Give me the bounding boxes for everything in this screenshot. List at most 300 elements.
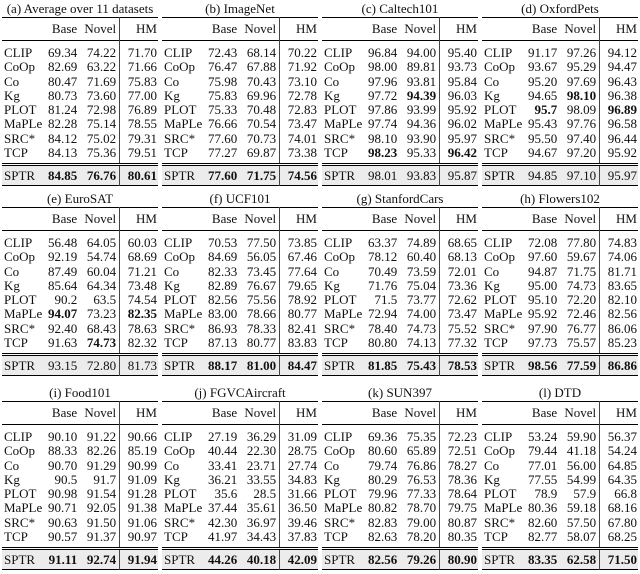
hm-value: 71.50 bbox=[607, 551, 637, 567]
table-row bbox=[2, 501, 158, 515]
hm-value: 93.73 bbox=[447, 59, 477, 75]
column-header-base: Base bbox=[211, 404, 238, 420]
hm-value: 95.92 bbox=[607, 145, 637, 161]
base-value: 88.17 bbox=[207, 357, 238, 373]
base-value: 95.43 bbox=[527, 116, 558, 132]
novel-value: 63.22 bbox=[77, 60, 119, 74]
dataset-table-panel bbox=[320, 0, 480, 190]
base-value: 84.85 bbox=[47, 167, 78, 183]
method-name: CoOp bbox=[324, 59, 356, 75]
table-row bbox=[322, 250, 478, 264]
method-name: MaPLe bbox=[484, 116, 523, 132]
table-row bbox=[322, 103, 478, 117]
novel-value: 76.86 bbox=[397, 459, 439, 473]
novel-value: 72.20 bbox=[557, 293, 599, 307]
base-value: 78.12 bbox=[367, 249, 398, 265]
hm-value: 78.63 bbox=[127, 320, 157, 336]
hm-value: 73.47 bbox=[447, 306, 477, 322]
results-table bbox=[482, 207, 638, 376]
proposed-method-rows bbox=[162, 355, 318, 376]
base-value: 72.94 bbox=[367, 306, 398, 322]
method-name: CoOp bbox=[164, 59, 196, 75]
novel-value: 23.71 bbox=[237, 459, 279, 473]
method-name: Kg bbox=[324, 277, 340, 293]
novel-value: 72.98 bbox=[77, 103, 119, 117]
base-value: 81.85 bbox=[367, 357, 398, 373]
method-name: MaPLe bbox=[4, 500, 43, 516]
method-name: SRC* bbox=[484, 514, 516, 530]
dataset-table-panel bbox=[320, 190, 480, 380]
hm-value: 36.50 bbox=[287, 500, 317, 516]
table-row bbox=[162, 146, 318, 165]
base-value: 78.9 bbox=[534, 486, 558, 502]
method-header bbox=[482, 18, 522, 41]
novel-value: 54.99 bbox=[557, 473, 599, 487]
hm-value: 86.86 bbox=[607, 357, 637, 373]
novel-value: 72.46 bbox=[557, 307, 599, 321]
novel-value: 89.81 bbox=[397, 60, 439, 74]
base-value: 37.44 bbox=[207, 500, 238, 516]
method-name: SRC* bbox=[324, 320, 356, 336]
method-name: TCP bbox=[484, 529, 508, 545]
novel-value: 97.10 bbox=[557, 165, 599, 186]
dataset-table-panel bbox=[0, 0, 160, 190]
table-header bbox=[162, 402, 318, 425]
table-caption: (a) Average over 11 datasets bbox=[6, 1, 154, 16]
base-value: 94.87 bbox=[527, 263, 558, 279]
hm-value: 91.94 bbox=[127, 551, 157, 567]
table-header bbox=[2, 208, 158, 231]
method-header bbox=[322, 402, 362, 425]
header-row bbox=[2, 208, 158, 231]
novel-value: 93.90 bbox=[397, 132, 439, 146]
base-value: 83.35 bbox=[527, 551, 558, 567]
hm-value: 82.10 bbox=[607, 292, 637, 308]
base-value: 77.27 bbox=[207, 145, 238, 161]
hm-value: 71.66 bbox=[127, 59, 157, 75]
method-name: SPTR bbox=[324, 167, 356, 183]
baseline-rows bbox=[2, 231, 158, 355]
hm-value: 77.64 bbox=[287, 263, 317, 279]
table-caption: (d) OxfordPets bbox=[521, 1, 599, 16]
table-row bbox=[322, 60, 478, 74]
proposed-method-row bbox=[482, 355, 638, 376]
base-value: 93.15 bbox=[47, 357, 78, 373]
table-row bbox=[2, 265, 158, 279]
method-name: Co bbox=[164, 263, 180, 279]
method-name: Kg bbox=[4, 87, 20, 103]
method-name: PLOT bbox=[484, 486, 517, 502]
method-name: SRC* bbox=[324, 130, 356, 146]
column-header-hm: HM bbox=[616, 20, 637, 36]
table-row bbox=[322, 336, 478, 355]
method-header bbox=[2, 18, 42, 41]
table-header bbox=[322, 18, 478, 41]
hm-value: 79.51 bbox=[127, 145, 157, 161]
baseline-rows bbox=[2, 425, 158, 549]
base-value: 27.19 bbox=[207, 429, 238, 444]
table-row bbox=[2, 293, 158, 307]
method-name: PLOT bbox=[324, 292, 357, 308]
header-row bbox=[482, 18, 638, 41]
novel-value: 70.43 bbox=[237, 75, 279, 89]
table-row bbox=[2, 473, 158, 487]
results-table bbox=[482, 17, 638, 186]
base-value: 90.71 bbox=[47, 500, 78, 516]
dataset-table-panel bbox=[160, 190, 320, 380]
novel-value: 28.5 bbox=[237, 487, 279, 501]
table-row bbox=[482, 425, 638, 445]
hm-value: 66.8 bbox=[614, 486, 637, 502]
method-name: Co bbox=[4, 457, 20, 473]
base-value: 79.96 bbox=[367, 486, 398, 502]
table-header bbox=[482, 402, 638, 425]
base-value: 92.19 bbox=[47, 249, 78, 265]
hm-value: 75.83 bbox=[127, 73, 157, 89]
column-header-hm: HM bbox=[456, 210, 477, 226]
hm-value: 74.54 bbox=[127, 292, 157, 308]
method-name: PLOT bbox=[4, 292, 37, 308]
base-value: 94.07 bbox=[47, 306, 78, 322]
column-header-hm: HM bbox=[616, 210, 637, 226]
method-name: TCP bbox=[164, 529, 188, 545]
method-name: Co bbox=[4, 263, 20, 279]
column-header-hm: HM bbox=[136, 210, 157, 226]
method-name: TCP bbox=[164, 145, 188, 161]
novel-value: 78.70 bbox=[397, 501, 439, 515]
header-row bbox=[322, 18, 478, 41]
base-value: 82.69 bbox=[47, 59, 78, 75]
table-row bbox=[482, 336, 638, 355]
method-name: TCP bbox=[164, 335, 188, 351]
hm-value: 95.97 bbox=[607, 167, 637, 183]
hm-value: 78.27 bbox=[447, 457, 477, 473]
baseline-rows bbox=[162, 41, 318, 165]
novel-value: 54.74 bbox=[77, 250, 119, 264]
base-value: 80.80 bbox=[367, 335, 398, 351]
novel-value: 78.66 bbox=[237, 307, 279, 321]
base-value: 97.72 bbox=[367, 87, 398, 103]
hm-value: 37.83 bbox=[287, 529, 317, 545]
base-value: 97.74 bbox=[367, 116, 398, 132]
hm-value: 34.83 bbox=[287, 471, 317, 487]
column-header-novel: Novel bbox=[557, 18, 599, 41]
method-name: PLOT bbox=[324, 102, 357, 118]
base-value: 78.40 bbox=[367, 320, 398, 336]
method-name: SPTR bbox=[4, 357, 36, 373]
method-name: Co bbox=[324, 263, 340, 279]
hm-value: 96.58 bbox=[607, 116, 637, 132]
novel-value: 97.26 bbox=[557, 41, 599, 61]
novel-value: 94.00 bbox=[397, 41, 439, 61]
table-row bbox=[482, 473, 638, 487]
column-header-novel: Novel bbox=[77, 402, 119, 425]
column-header-novel: Novel bbox=[237, 18, 279, 41]
proposed-method-rows bbox=[2, 355, 158, 376]
base-value: 69.36 bbox=[367, 429, 398, 444]
dataset-table-panel bbox=[320, 380, 480, 574]
method-name: CLIP bbox=[324, 429, 353, 444]
header-row bbox=[322, 208, 478, 231]
table-row bbox=[2, 89, 158, 103]
baseline-rows bbox=[322, 425, 478, 549]
table-row bbox=[2, 41, 158, 61]
hm-value: 82.56 bbox=[607, 306, 637, 322]
novel-value: 74.22 bbox=[77, 41, 119, 61]
hm-value: 79.31 bbox=[127, 130, 157, 146]
novel-value: 76.77 bbox=[557, 322, 599, 336]
hm-value: 42.09 bbox=[287, 551, 317, 567]
column-header-novel: Novel bbox=[397, 208, 439, 231]
base-value: 82.83 bbox=[367, 514, 398, 530]
base-value: 87.13 bbox=[207, 335, 238, 351]
novel-value: 79.00 bbox=[397, 516, 439, 530]
novel-value: 91.22 bbox=[77, 425, 119, 445]
novel-value: 70.48 bbox=[237, 103, 279, 117]
novel-value: 71.75 bbox=[237, 165, 279, 186]
hm-value: 78.36 bbox=[447, 471, 477, 487]
novel-value: 79.26 bbox=[397, 549, 439, 570]
hm-value: 95.87 bbox=[447, 167, 477, 183]
novel-value: 73.77 bbox=[397, 293, 439, 307]
novel-value: 75.57 bbox=[557, 336, 599, 355]
base-value: 87.49 bbox=[47, 263, 78, 279]
table-header bbox=[482, 18, 638, 41]
table-row bbox=[162, 425, 318, 445]
column-header-novel: Novel bbox=[557, 402, 599, 425]
column-header-novel: Novel bbox=[397, 402, 439, 425]
column-header-base: Base bbox=[51, 210, 78, 226]
method-name: MaPLe bbox=[484, 500, 523, 516]
hm-value: 80.61 bbox=[127, 167, 157, 183]
table-row bbox=[2, 75, 158, 89]
dataset-table-panel bbox=[480, 0, 640, 190]
results-table bbox=[162, 207, 318, 376]
base-value: 76.66 bbox=[207, 116, 238, 132]
hm-value: 68.65 bbox=[447, 235, 477, 250]
table-row bbox=[162, 293, 318, 307]
table-header bbox=[2, 18, 158, 41]
method-name: Co bbox=[484, 457, 500, 473]
table-row bbox=[322, 444, 478, 458]
novel-value: 74.73 bbox=[77, 336, 119, 355]
novel-value: 36.97 bbox=[237, 516, 279, 530]
novel-value: 94.36 bbox=[397, 117, 439, 131]
hm-value: 75.52 bbox=[447, 320, 477, 336]
table-row bbox=[482, 117, 638, 131]
method-name: Kg bbox=[324, 87, 340, 103]
novel-value: 74.89 bbox=[397, 231, 439, 251]
column-header-base: Base bbox=[51, 404, 78, 420]
base-value: 91.17 bbox=[527, 45, 558, 60]
hm-value: 90.97 bbox=[127, 529, 157, 545]
table-caption: (h) Flowers102 bbox=[520, 191, 600, 206]
base-value: 94.65 bbox=[527, 87, 558, 103]
hm-value: 72.78 bbox=[287, 87, 317, 103]
method-name: CoOp bbox=[484, 249, 516, 265]
table-row bbox=[2, 250, 158, 264]
base-value: 72.43 bbox=[207, 45, 238, 60]
base-value: 98.56 bbox=[527, 357, 558, 373]
base-value: 82.89 bbox=[207, 277, 238, 293]
novel-value: 67.88 bbox=[237, 60, 279, 74]
table-row bbox=[162, 336, 318, 355]
hm-value: 64.85 bbox=[607, 457, 637, 473]
method-name: Kg bbox=[164, 471, 180, 487]
novel-value: 98.09 bbox=[557, 103, 599, 117]
base-value: 63.37 bbox=[367, 235, 398, 250]
table-row bbox=[2, 231, 158, 251]
base-value: 97.86 bbox=[367, 102, 398, 118]
results-table bbox=[162, 401, 318, 570]
hm-value: 78.64 bbox=[447, 486, 477, 502]
novel-value: 33.55 bbox=[237, 473, 279, 487]
novel-value: 56.00 bbox=[557, 459, 599, 473]
base-value: 98.23 bbox=[367, 145, 398, 161]
hm-value: 83.83 bbox=[287, 335, 317, 351]
hm-value: 31.09 bbox=[287, 429, 317, 444]
column-header-hm: HM bbox=[456, 404, 477, 420]
base-value: 91.11 bbox=[48, 551, 78, 567]
hm-value: 68.25 bbox=[607, 529, 637, 545]
hm-value: 82.32 bbox=[127, 335, 157, 351]
hm-value: 91.38 bbox=[127, 500, 157, 516]
novel-value: 65.89 bbox=[397, 444, 439, 458]
novel-value: 71.75 bbox=[557, 265, 599, 279]
proposed-method-row bbox=[2, 549, 158, 570]
base-value: 91.63 bbox=[47, 335, 78, 351]
novel-value: 76.76 bbox=[77, 165, 119, 186]
novel-value: 95.29 bbox=[557, 60, 599, 74]
method-name: Co bbox=[324, 457, 340, 473]
column-header-novel: Novel bbox=[237, 402, 279, 425]
base-value: 96.84 bbox=[367, 45, 398, 60]
base-value: 95.10 bbox=[527, 292, 558, 308]
hm-value: 74.06 bbox=[607, 249, 637, 265]
novel-value: 97.40 bbox=[557, 132, 599, 146]
hm-value: 71.70 bbox=[127, 45, 157, 60]
table-row bbox=[322, 516, 478, 530]
base-value: 95.50 bbox=[527, 130, 558, 146]
method-name: SPTR bbox=[324, 357, 356, 373]
method-name: CoOp bbox=[164, 443, 196, 459]
column-header-novel: Novel bbox=[237, 208, 279, 231]
method-name: TCP bbox=[4, 145, 28, 161]
results-table bbox=[322, 401, 478, 570]
hm-value: 80.87 bbox=[447, 514, 477, 530]
novel-value: 91.7 bbox=[77, 473, 119, 487]
table-row bbox=[2, 117, 158, 131]
table-row bbox=[162, 473, 318, 487]
table-caption: (i) Food101 bbox=[49, 385, 111, 400]
hm-value: 82.41 bbox=[287, 320, 317, 336]
novel-value: 74.00 bbox=[397, 307, 439, 321]
base-value: 95.7 bbox=[534, 102, 558, 118]
method-name: SRC* bbox=[164, 320, 196, 336]
proposed-method-rows bbox=[322, 549, 478, 570]
method-name: CoOp bbox=[324, 443, 356, 459]
table-row bbox=[482, 293, 638, 307]
novel-value: 35.61 bbox=[237, 501, 279, 515]
method-name: CoOp bbox=[164, 249, 196, 265]
novel-value: 36.29 bbox=[237, 425, 279, 445]
table-row bbox=[162, 487, 318, 501]
novel-value: 22.30 bbox=[237, 444, 279, 458]
novel-value: 75.56 bbox=[237, 293, 279, 307]
novel-value: 58.07 bbox=[557, 530, 599, 549]
base-value: 98.00 bbox=[367, 59, 398, 75]
method-name: Co bbox=[484, 263, 500, 279]
method-name: SRC* bbox=[164, 130, 196, 146]
proposed-method-rows bbox=[482, 165, 638, 186]
results-table bbox=[2, 17, 158, 186]
novel-value: 40.18 bbox=[237, 549, 279, 570]
method-name: SPTR bbox=[484, 167, 516, 183]
baseline-rows bbox=[482, 41, 638, 165]
method-name: Kg bbox=[484, 471, 500, 487]
method-name: Kg bbox=[484, 87, 500, 103]
method-name: SRC* bbox=[484, 130, 516, 146]
method-name: TCP bbox=[4, 335, 28, 351]
table-row bbox=[322, 501, 478, 515]
table-row bbox=[322, 41, 478, 61]
method-name: MaPLe bbox=[164, 500, 203, 516]
base-value: 90.63 bbox=[47, 514, 78, 530]
table-header bbox=[322, 208, 478, 231]
novel-value: 60.04 bbox=[77, 265, 119, 279]
novel-value: 92.05 bbox=[77, 501, 119, 515]
hm-value: 54.24 bbox=[607, 443, 637, 459]
proposed-method-rows bbox=[482, 549, 638, 570]
method-name: CoOp bbox=[4, 59, 36, 75]
base-value: 82.60 bbox=[527, 514, 558, 530]
method-name: Kg bbox=[484, 277, 500, 293]
column-header-hm: HM bbox=[616, 404, 637, 420]
method-name: SPTR bbox=[484, 357, 516, 373]
novel-value: 73.23 bbox=[77, 307, 119, 321]
method-header bbox=[482, 402, 522, 425]
base-value: 71.5 bbox=[374, 292, 398, 308]
hm-value: 56.37 bbox=[607, 429, 637, 444]
novel-value: 56.05 bbox=[237, 250, 279, 264]
hm-value: 81.71 bbox=[607, 263, 637, 279]
hm-value: 96.38 bbox=[607, 87, 637, 103]
column-header-hm: HM bbox=[296, 404, 317, 420]
table-row bbox=[2, 103, 158, 117]
novel-value: 82.26 bbox=[77, 444, 119, 458]
hm-value: 74.56 bbox=[287, 167, 317, 183]
novel-value: 71.69 bbox=[77, 75, 119, 89]
table-header bbox=[162, 208, 318, 231]
baseline-rows bbox=[2, 41, 158, 165]
table-row bbox=[2, 487, 158, 501]
results-table bbox=[2, 207, 158, 376]
novel-value: 73.60 bbox=[77, 89, 119, 103]
table-row bbox=[2, 279, 158, 293]
table-row bbox=[482, 89, 638, 103]
method-header bbox=[482, 208, 522, 231]
novel-value: 94.39 bbox=[397, 89, 439, 103]
novel-value: 74.73 bbox=[557, 279, 599, 293]
column-header-base: Base bbox=[211, 210, 238, 226]
baseline-rows bbox=[162, 231, 318, 355]
novel-value: 63.5 bbox=[77, 293, 119, 307]
table-row bbox=[482, 132, 638, 146]
table-row bbox=[322, 487, 478, 501]
base-value: 98.10 bbox=[367, 130, 398, 146]
table-row bbox=[162, 444, 318, 458]
table-row bbox=[322, 265, 478, 279]
